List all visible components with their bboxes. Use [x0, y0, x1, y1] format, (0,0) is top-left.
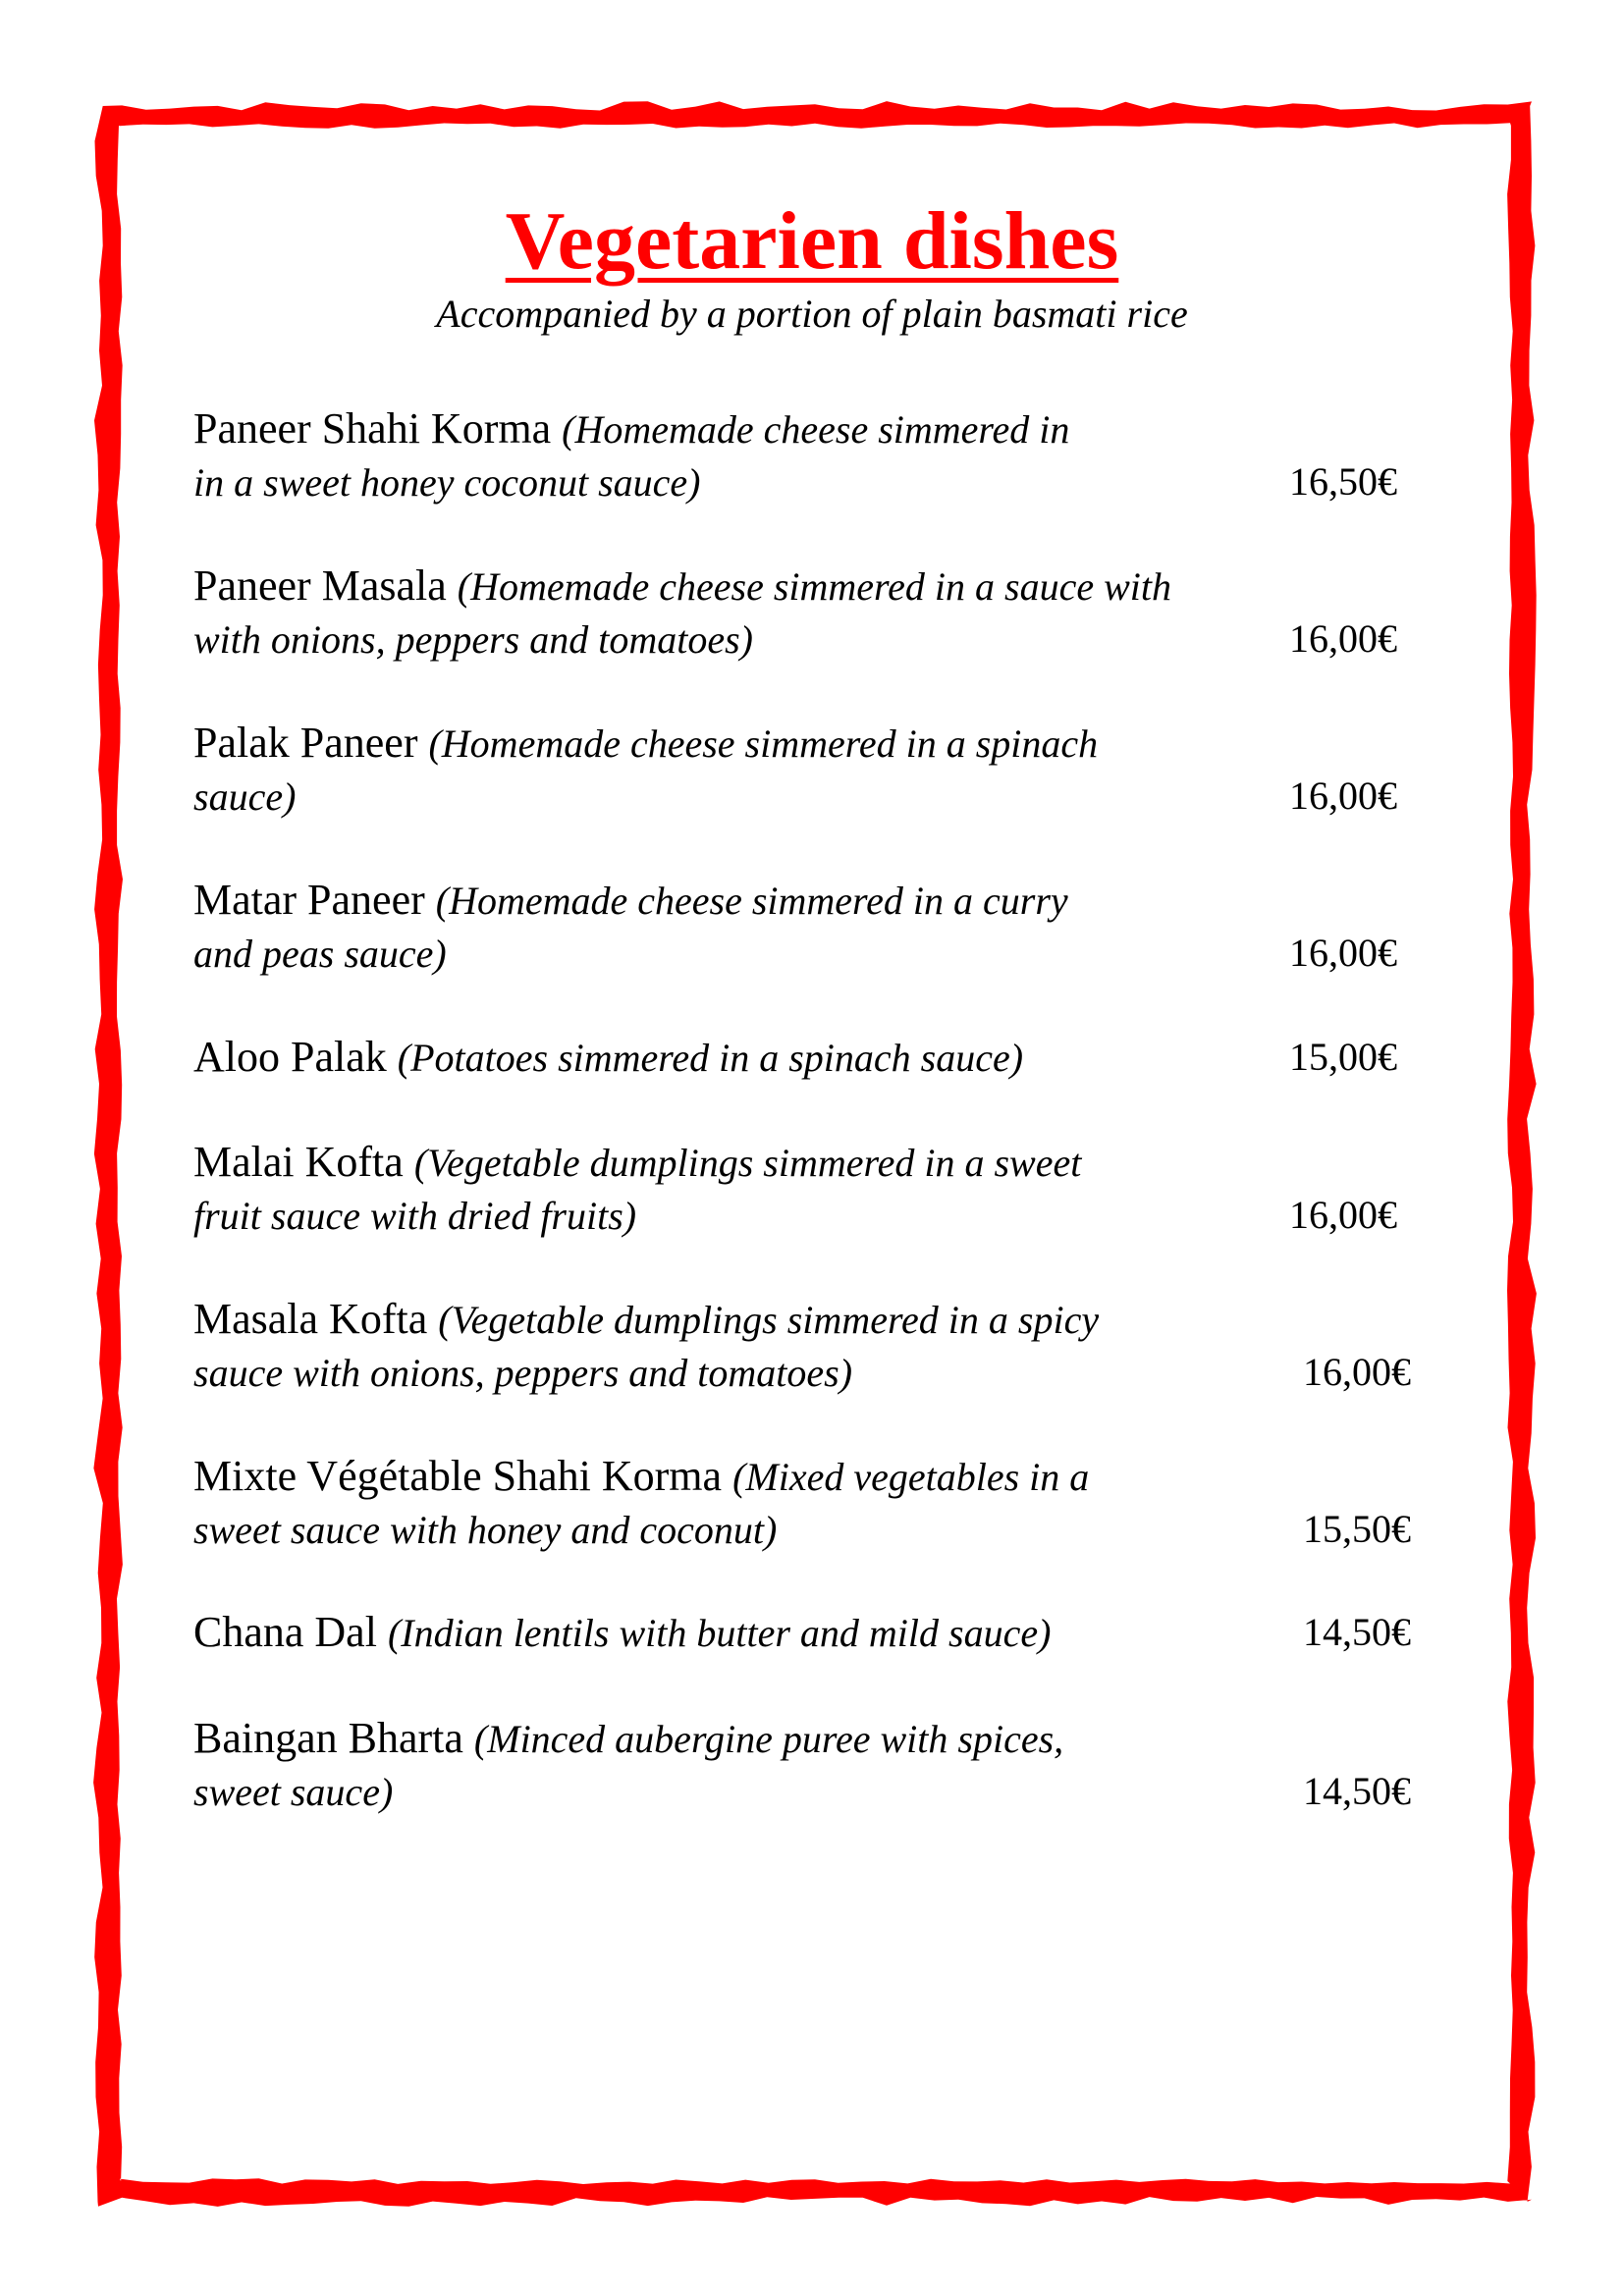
- dish-description: (Mixed vegetables in a: [732, 1455, 1090, 1499]
- dish-description: sauce with onions, peppers and tomatoes): [193, 1351, 853, 1395]
- dish-item: [193, 1031, 1431, 1084]
- dish-name: Palak Paneer: [193, 719, 418, 767]
- dish-item: [193, 717, 1431, 823]
- page-title: Vegetarien dishes: [505, 195, 1119, 287]
- dish-description: (Homemade cheese simmered in a sauce with: [457, 564, 1171, 609]
- dish-price: 16,00€: [1303, 1350, 1411, 1394]
- dish-price: 16,00€: [1289, 616, 1397, 661]
- dish-name: Mixte Végétable Shahi Korma: [193, 1452, 723, 1500]
- dish-description: with onions, peppers and tomatoes): [193, 617, 753, 662]
- dish-item: [193, 1712, 1431, 1818]
- dish-description: sauce): [193, 774, 297, 819]
- dish-description: (Minced aubergine puree with spices,: [473, 1717, 1064, 1761]
- page-subtitle: Accompanied by a portion of plain basmati rice: [436, 292, 1188, 336]
- dish-description: sweet sauce with honey and coconut): [193, 1508, 778, 1552]
- dish-price: 14,50€: [1303, 1610, 1411, 1654]
- dish-description: (Potatoes simmered in a spinach sauce): [397, 1036, 1024, 1080]
- dish-price: 15,50€: [1303, 1507, 1411, 1551]
- dish-name: Paneer Masala: [193, 561, 447, 610]
- dish-description: (Homemade cheese simmered in a spinach: [428, 721, 1099, 766]
- dish-price: 14,50€: [1303, 1769, 1411, 1813]
- dish-item: [193, 1136, 1431, 1242]
- dish-description: and peas sauce): [193, 932, 447, 976]
- dish-description: in a sweet honey coconut sauce): [193, 460, 701, 505]
- dish-item: [193, 560, 1431, 666]
- dish-name: Chana Dal: [193, 1608, 377, 1656]
- dish-name: Paneer Shahi Korma: [193, 404, 552, 453]
- dish-name: Baingan Bharta: [193, 1714, 463, 1762]
- dish-name: Malai Kofta: [193, 1138, 404, 1186]
- dish-price: 16,00€: [1289, 931, 1397, 975]
- dish-name: Aloo Palak: [193, 1033, 387, 1081]
- dish-description: (Homemade cheese simmered in: [562, 407, 1070, 452]
- dish-description: (Vegetable dumplings simmered in a sweet: [413, 1141, 1082, 1185]
- dish-name: Matar Paneer: [193, 876, 425, 924]
- dish-item: [193, 1450, 1431, 1556]
- dish-price: 16,00€: [1289, 1193, 1397, 1237]
- dish-description: sweet sauce): [193, 1770, 394, 1814]
- dish-price: 16,00€: [1289, 774, 1397, 818]
- dish-item: [193, 1293, 1431, 1399]
- dish-name: Masala Kofta: [193, 1295, 428, 1343]
- dish-description: fruit sauce with dried fruits): [193, 1194, 637, 1238]
- dish-item: [193, 1606, 1431, 1659]
- dish-description: (Indian lentils with butter and mild sauce): [387, 1611, 1052, 1655]
- dish-price: 15,00€: [1289, 1035, 1397, 1079]
- dish-description: (Vegetable dumplings simmered in a spicy: [438, 1298, 1100, 1342]
- dish-description: (Homemade cheese simmered in a curry: [435, 879, 1068, 923]
- dish-item: [193, 874, 1431, 980]
- dish-item: [193, 402, 1431, 508]
- dish-price: 16,50€: [1289, 459, 1397, 504]
